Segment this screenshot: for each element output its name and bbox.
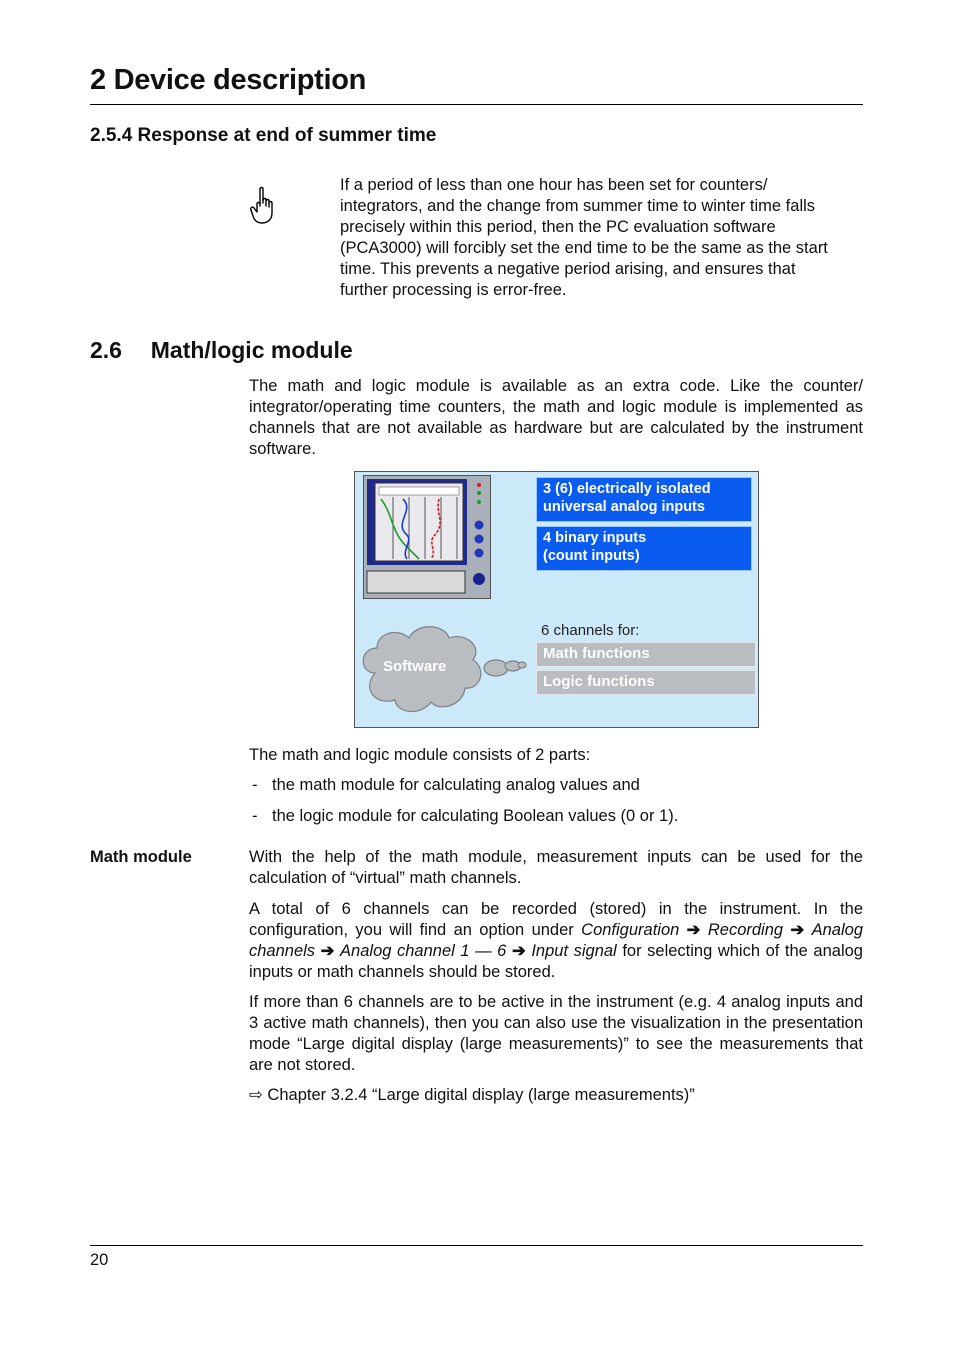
note-line: precisely within this period, then the PC evaluation software <box>340 218 776 236</box>
path-arrow-icon: ➔ <box>511 942 526 960</box>
analog-inputs-line2: universal analog inputs <box>543 499 705 515</box>
section-title: Math/logic module <box>150 337 353 363</box>
paragraph-2-end: for selecting which of the analog inputs or math channels should be stored. <box>249 942 863 981</box>
channels-label: 6 channels for: <box>541 622 640 639</box>
reference-arrow-icon: ⇨ <box>249 1086 263 1104</box>
math-logic-intro: The math and logic module is available as an extra code. Like the counter/ integrator/operating time counters, the math and logic module is implemented as channels that are not available as hardware but are calculated by the instrument software. <box>249 377 863 458</box>
math-module-side-label: Math module <box>90 848 192 866</box>
pointing-hand-icon <box>246 186 278 226</box>
path-configuration: Configuration <box>581 921 680 939</box>
section-heading-2-6 <box>90 337 353 364</box>
binary-inputs-line1: 4 binary inputs <box>543 530 647 546</box>
section-heading-2-5-4: 2.5.4 Response at end of summer time <box>90 125 437 146</box>
paragraph-2-start: A total of 6 channels can be recorded (stored) in the instrument. In the configuration, you will find an option under <box>249 900 863 939</box>
math-logic-figure <box>354 471 759 728</box>
recorder-device-illustration <box>363 475 491 599</box>
page-number: 20 <box>90 1251 109 1269</box>
software-label: Software <box>383 658 447 675</box>
math-module-paragraph-3: If more than 6 channels are to be active in the instrument (e.g. 4 analog inputs and 3 active math channels), then you can also use the visualization in the presentation mode “Large digital display (large measurements)” to see the measurements that are not stored. <box>249 993 863 1074</box>
path-arrow-icon: ➔ <box>686 921 701 939</box>
note-line: further processing is error-free. <box>340 281 567 299</box>
footer-rule <box>90 1245 863 1246</box>
reference-link[interactable]: Chapter 3.2.4 “Large digital display (large measurements)” <box>267 1086 695 1104</box>
parts-intro: The math and logic module consists of 2 parts: <box>249 746 591 764</box>
note-line: (PCA3000) will forcibly set the end time to be the same as the start <box>340 239 828 257</box>
path-recording: Recording <box>707 921 784 939</box>
note-line: time. This prevents a negative period arising, and ensures that <box>340 260 796 278</box>
note-line: If a period of less than one hour has been set for counters/ <box>340 176 768 194</box>
path-input-signal: Input signal <box>531 942 617 960</box>
chapter-reference <box>249 1085 695 1106</box>
software-cloud-icon <box>355 618 527 718</box>
math-module-paragraph-2 <box>249 899 863 983</box>
header-rule <box>90 104 863 105</box>
summer-time-note <box>340 175 865 301</box>
note-line: integrators, and the change from summer time to winter time falls <box>340 197 816 215</box>
binary-inputs-line2: (count inputs) <box>543 548 640 564</box>
path-arrow-icon: ➔ <box>790 921 805 939</box>
analog-inputs-line1: 3 (6) electrically isolated <box>543 481 711 497</box>
list-item: the math module for calculating analog values and <box>272 776 640 794</box>
math-functions-box: Math functions <box>536 642 756 667</box>
logic-functions-box: Logic functions <box>536 670 756 695</box>
bullet-dash: - <box>252 807 258 825</box>
binary-inputs-box <box>536 526 752 571</box>
list-item: the logic module for calculating Boolean values (0 or 1). <box>272 807 679 825</box>
path-arrow-icon: ➔ <box>320 942 335 960</box>
bullet-dash: - <box>252 776 258 794</box>
path-analog-channel-1-6: Analog channel 1 — 6 <box>340 942 507 960</box>
math-module-paragraph-1: With the help of the math module, measurement inputs can be used for the calculation of “virtual” math channels. <box>249 848 863 887</box>
section-number: 2.6 <box>90 337 122 363</box>
path-analog-channels: Analog channels <box>249 921 864 960</box>
chapter-title: 2 Device description <box>90 64 367 96</box>
analog-inputs-box <box>536 477 752 522</box>
